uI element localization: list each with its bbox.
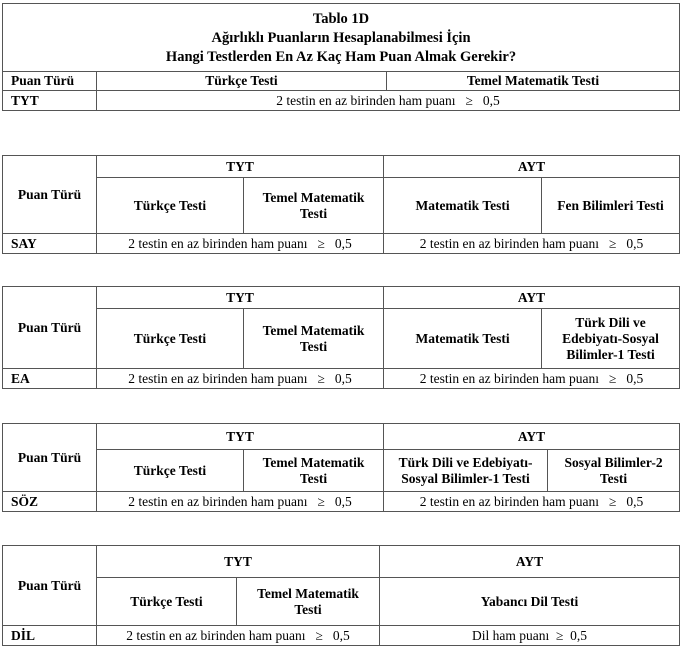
header-puan-turu: Puan Türü: [3, 72, 97, 91]
header-temel-mat: Temel Matematik Testi: [244, 450, 384, 492]
header-puan-turu: Puan Türü: [3, 424, 97, 492]
rule-cell: [97, 91, 680, 111]
header-ayt-test2: Fen Bilimleri Testi: [542, 178, 680, 234]
row-label-soz: SÖZ: [3, 492, 97, 512]
header-ayt-test1: Türk Dili ve Edebiyatı- Sosyal Bilimler-1 Testi: [384, 450, 548, 492]
header-tyt: TYT: [97, 424, 384, 450]
rule-cell-tyt: 2 testin en az birinden ham puanı ≥ 0,5: [97, 234, 384, 254]
title-line3: Hangi Testlerden En Az Kaç Ham Puan Almak Gerekir?: [165, 49, 517, 65]
title-line1: Tablo 1D: [312, 11, 370, 27]
header-ayt-test1: Yabancı Dil Testi: [380, 578, 680, 626]
header-turkce: Türkçe Testi: [97, 178, 244, 234]
header-puan-turu: Puan Türü: [3, 287, 97, 369]
rule-text: 2 testin en az birinden ham puanı: [276, 92, 456, 108]
header-ayt-test2: Türk Dili ve Edebiyatı-Sosyal Bilimler-1 Testi: [542, 309, 680, 369]
header-ayt: AYT: [384, 287, 680, 309]
header-puan-turu: Puan Türü: [3, 546, 97, 626]
header-temel-mat: Temel Matematik Testi: [237, 578, 380, 626]
rule-cell-ayt: 2 testin en az birinden ham puanı ≥ 0,5: [384, 492, 680, 512]
row-label-say: SAY: [3, 234, 97, 254]
table-ea: [2, 286, 680, 389]
header-tyt: TYT: [97, 287, 384, 309]
row-label-dil: DİL: [3, 626, 97, 646]
header-ayt-test2: Sosyal Bilimler-2 Testi: [548, 450, 680, 492]
rule-cell-tyt: 2 testin en az birinden ham puanı ≥ 0,5: [97, 626, 380, 646]
header-ayt: AYT: [384, 156, 680, 178]
rule-cell-tyt: 2 testin en az birinden ham puanı ≥ 0,5: [97, 492, 384, 512]
header-ayt: AYT: [380, 546, 680, 578]
header-tyt: TYT: [97, 156, 384, 178]
header-ayt-test1: Matematik Testi: [384, 178, 542, 234]
header-temel-mat: Temel Matematik Testi: [244, 178, 384, 234]
title-line2: Ağırlıklı Puanların Hesaplanabilmesi İçin: [211, 30, 471, 46]
header-ayt-test1: Matematik Testi: [384, 309, 542, 369]
rule-cell-tyt: 2 testin en az birinden ham puanı ≥ 0,5: [97, 369, 384, 389]
header-turkce: Türkçe Testi: [97, 309, 244, 369]
header-tyt: TYT: [97, 546, 380, 578]
header-temel-mat: Temel Matematik Testi: [387, 72, 680, 91]
header-ayt: AYT: [384, 424, 680, 450]
header-turkce: Türkçe Testi: [97, 72, 387, 91]
rule-cell-ayt: 2 testin en az birinden ham puanı ≥ 0,5: [384, 234, 680, 254]
rule-cell-ayt: Dil ham puanı ≥ 0,5: [380, 626, 680, 646]
table-dil: [2, 545, 680, 646]
header-turkce: Türkçe Testi: [97, 450, 244, 492]
header-puan-turu: Puan Türü: [3, 156, 97, 234]
table-say: [2, 155, 680, 254]
header-turkce: Türkçe Testi: [97, 578, 237, 626]
table-title: [3, 4, 680, 72]
table-soz: [2, 423, 680, 512]
row-label-ea: EA: [3, 369, 97, 389]
rule-cell-ayt: 2 testin en az birinden ham puanı ≥ 0,5: [384, 369, 680, 389]
row-label-tyt: TYT: [3, 91, 97, 111]
ge-sign: ≥: [465, 92, 473, 108]
table-tyt: [2, 3, 680, 111]
header-temel-mat: Temel Matematik Testi: [244, 309, 384, 369]
threshold-value: 0,5: [482, 92, 500, 108]
